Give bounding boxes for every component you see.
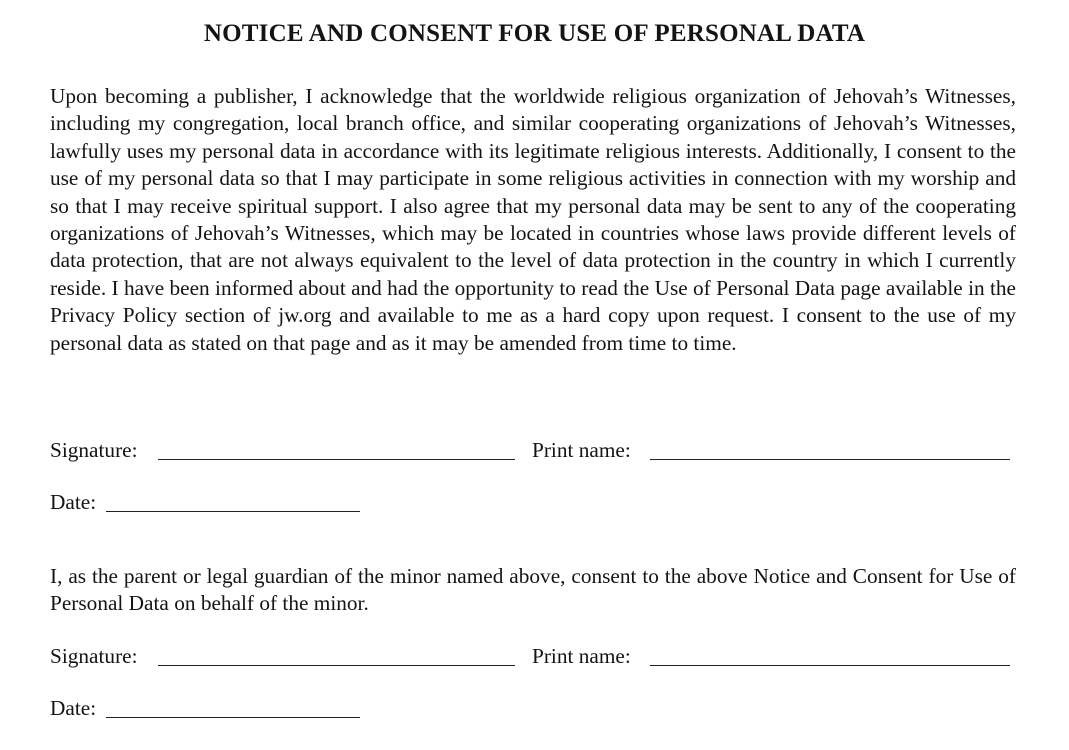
notice-paragraph: Upon becoming a publisher, I acknowledge that the worldwide religious organization of Jehovah’s Witnesses, including my congregation, local branch office, and similar cooperating organizations of Jehovah’s Witnesses, lawfully uses my personal data in accordance with its legitimate religious interests. Additionally, I consent to the use of my personal data so that I may participate in some religious activities in connection with my worship and so that I may receive spiritual support. I also agree that my personal data may be sent to any of the cooperating organizations of Jehovah’s Witnesses, which may be located in countries whose laws provide different levels of data protection, that are not always equivalent to the level of data protection in the country in which I currently reside. I have been informed about and had the opportunity to read the Use of Personal Data page available in the Privacy Policy section of jw.org and available to me as a hard copy upon request. I consent to the use of my personal data as stated on that page and as it may be amended from time to time. <box>50 84 1016 355</box>
date-label: Date: <box>50 490 97 514</box>
guardian-signature-line[interactable] <box>158 665 515 666</box>
guardian-signature-label: Signature: <box>50 644 138 668</box>
signature-line[interactable] <box>158 459 515 460</box>
guardian-print-name-line[interactable] <box>650 665 1010 666</box>
signature-label: Signature: <box>50 438 138 462</box>
print-name-label: Print name: <box>532 438 631 462</box>
guardian-date-label: Date: <box>50 696 97 720</box>
print-name-line[interactable] <box>650 459 1010 460</box>
guardian-date-line[interactable] <box>106 717 360 718</box>
guardian-consent-paragraph: I, as the parent or legal guardian of the minor named above, consent to the above Notice and Consent for Use of Personal Data on behalf of the minor. <box>50 564 1016 616</box>
guardian-print-name-label: Print name: <box>532 644 631 668</box>
date-line[interactable] <box>106 511 360 512</box>
page-title: NOTICE AND CONSENT FOR USE OF PERSONAL DATA <box>203 20 866 47</box>
